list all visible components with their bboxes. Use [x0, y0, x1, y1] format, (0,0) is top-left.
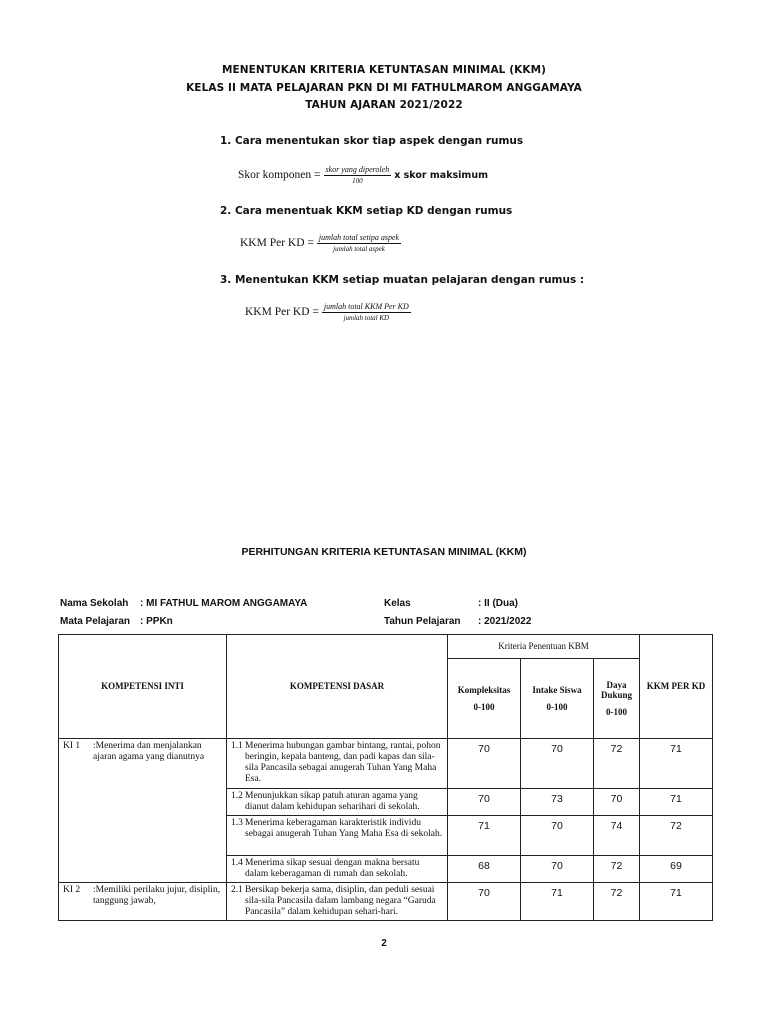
kompleksitas-value: 70: [448, 739, 521, 789]
formula-1-numerator: skor yang diperoleh: [325, 165, 390, 174]
ki-1-text: :Menerima dan menjalankan ajaran agama yang dianutnya: [93, 741, 205, 762]
intake-value: 73: [521, 789, 594, 816]
page-number: 2: [381, 938, 387, 949]
class-value: : II (Dua): [478, 598, 518, 609]
kd-cell: [227, 789, 448, 816]
kompleksitas-value: 71: [448, 815, 521, 855]
formula-3-numerator: jumlah total KKM Per KD: [323, 302, 409, 311]
header-kompetensi-inti: KOMPETENSI INTI: [59, 635, 227, 739]
kd-text: Menerima keberagaman karakteristik individu sebagai anugerah Tuhan Yang Maha Esa di sekolah.: [245, 817, 443, 839]
daya-value: 72: [594, 855, 640, 882]
subject-label: Mata Pelajaran: [60, 616, 131, 627]
header-kriteria-group: Kriteria Penentuan KBM: [448, 635, 640, 659]
kkm-table: [58, 634, 713, 921]
daya-value: 72: [594, 882, 640, 920]
kd-text: Menerima sikap sesuai dengan makna bersatu dalam keberagaman di rumah dan sekolah.: [245, 857, 420, 879]
section-2-heading: 2. Cara menentuak KKM setiap KD dengan rumus: [220, 205, 513, 217]
table-row: [59, 739, 713, 789]
formula-1-fraction: [324, 165, 392, 185]
daya-value: 70: [594, 789, 640, 816]
ki-2-code: KI 2: [63, 884, 81, 895]
subject-value: : PPKn: [140, 616, 173, 627]
kompleksitas-value: 70: [448, 789, 521, 816]
formula-1-lhs: Skor komponen =: [238, 169, 321, 181]
intake-value: 70: [521, 855, 594, 882]
kd-text: Bersikap bekerja sama, disiplin, dan peduli sesuai sila-sila Pancasila dalam lambang negara “Garuda Pancasila” dalam kehidupan sehari-hari.: [245, 884, 436, 917]
intake-value: 70: [521, 739, 594, 789]
kkm-value: 71: [640, 789, 713, 816]
kd-number: 2.1: [231, 884, 243, 895]
class-label: Kelas: [384, 598, 411, 609]
kd-text: Menerima hubungan gambar bintang, rantai, pohon beringin, kepala banteng, dan padi kapas dan sila-sila Pancasila sebagai anugerah Tuhan Yang Maha Esa.: [245, 741, 441, 784]
title-line-2: KELAS II MATA PELAJARAN PKN DI MI FATHULMAROM ANGGAMAYA: [186, 82, 582, 94]
header-intake: [521, 659, 594, 739]
daya-value: 74: [594, 815, 640, 855]
formula-2-lhs: KKM Per KD =: [240, 237, 314, 249]
header-kompleksitas: [448, 659, 521, 739]
formula-1: [238, 165, 488, 185]
formula-3: [245, 302, 414, 322]
formula-3-fraction: [322, 302, 411, 322]
header-intake-range: 0-100: [546, 701, 568, 712]
kkm-value: 71: [640, 882, 713, 920]
kd-text: Menunjukkan sikap patuh aturan agama yang dianut dalam kehidupan seharihari di sekolah.: [245, 791, 420, 812]
kkm-value: 71: [640, 739, 713, 789]
ki-1-code: KI 1: [63, 741, 81, 751]
table-row: [59, 882, 713, 920]
kkm-value: 69: [640, 855, 713, 882]
kd-number: 1.3: [231, 817, 243, 828]
formula-2: [240, 233, 404, 253]
formula-1-denominator: 100: [352, 177, 363, 185]
kompleksitas-value: 70: [448, 882, 521, 920]
title-line-1: MENENTUKAN KRITERIA KETUNTASAN MINIMAL (KKM): [221, 64, 547, 76]
ki-2-text: :Memiliki perilaku jujur, disiplin, tanggung jawab,: [93, 884, 221, 906]
kkm-value: 72: [640, 815, 713, 855]
school-value: : MI FATHUL MAROM ANGGAMAYA: [140, 598, 308, 609]
ki-1-cell: [59, 739, 227, 883]
calc-title: PERHITUNGAN KRITERIA KETUNTASAN MINIMAL (KKM): [241, 546, 527, 558]
header-kkm-per-kd: KKM PER KD: [640, 635, 713, 739]
intake-value: 71: [521, 882, 594, 920]
header-daya-label: Daya Dukung: [600, 680, 633, 701]
year-value: : 2021/2022: [478, 616, 532, 627]
kd-cell: [227, 882, 448, 920]
intake-value: 70: [521, 815, 594, 855]
header-kompleksitas-label: Kompleksitas: [457, 685, 511, 696]
year-label: Tahun Pelajaran: [384, 616, 461, 627]
kd-cell: [227, 855, 448, 882]
formula-1-tail: x skor maksimum: [394, 169, 488, 181]
header-daya-range: 0-100: [606, 706, 627, 717]
section-3-heading: 3. Menentukan KKM setiap muatan pelajaran dengan rumus :: [220, 274, 585, 286]
formula-3-denominator: jumlah total KD: [343, 314, 390, 322]
kd-cell: [227, 815, 448, 855]
table-header-row-1: [59, 635, 713, 659]
header-kompleksitas-range: 0-100: [473, 701, 495, 712]
section-1-heading: 1. Cara menentukan skor tiap aspek dengan rumus: [220, 135, 524, 147]
kd-number: 1.2: [231, 791, 243, 801]
ki-2-cell: [59, 882, 227, 920]
formula-3-lhs: KKM Per KD =: [245, 306, 319, 318]
header-daya-dukung: [594, 659, 640, 739]
kd-cell: [227, 739, 448, 789]
formula-2-fraction: [317, 233, 401, 253]
kd-number: 1.4: [231, 857, 243, 868]
header-kompetensi-dasar: KOMPETENSI DASAR: [227, 635, 448, 739]
header-intake-label: Intake Siswa: [532, 685, 582, 696]
kompleksitas-value: 68: [448, 855, 521, 882]
kd-number: 1.1: [231, 741, 243, 751]
daya-value: 72: [594, 739, 640, 789]
title-line-3: TAHUN AJARAN 2021/2022: [305, 99, 463, 111]
formula-2-denominator: jumlah total aspek: [333, 245, 385, 253]
formula-2-numerator: jumlah total setipa aspek: [318, 233, 400, 242]
school-label: Nama Sekolah: [60, 598, 129, 609]
